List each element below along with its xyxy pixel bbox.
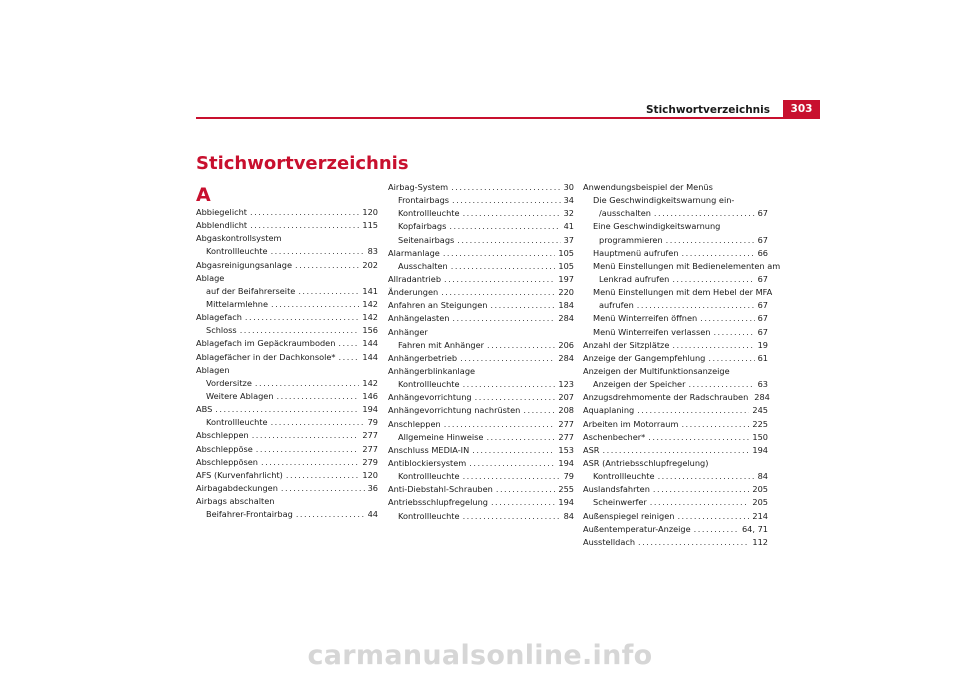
index-entry-term: Allgemeine Hinweise bbox=[398, 431, 484, 442]
index-entry-term: Airbag-System bbox=[388, 182, 449, 192]
dot-leader bbox=[523, 404, 555, 417]
index-entry bbox=[583, 194, 768, 207]
index-entry-page: 144 bbox=[362, 351, 378, 362]
index-entry bbox=[583, 496, 768, 509]
index-entry-term: Anwendungsbeispiel der Menüs bbox=[583, 182, 713, 192]
index-entry-page: 279 bbox=[362, 456, 378, 467]
dot-leader bbox=[653, 483, 749, 496]
index-entry bbox=[583, 391, 768, 404]
index-entry-page: 207 bbox=[558, 392, 574, 403]
dot-leader bbox=[240, 324, 360, 337]
index-entry bbox=[583, 247, 768, 260]
dot-leader bbox=[452, 312, 555, 325]
index-entry-term: Allradantrieb bbox=[388, 273, 442, 284]
index-entry-term: Kontrollleuchte bbox=[398, 471, 460, 482]
index-entry-term: auf der Beifahrerseite bbox=[206, 285, 296, 296]
dot-leader bbox=[682, 247, 755, 260]
page-title: Stichwortverzeichnis bbox=[196, 153, 409, 174]
index-entry bbox=[583, 220, 768, 233]
index-entry bbox=[196, 285, 378, 298]
index-entry-term: Frontairbags bbox=[398, 195, 450, 206]
index-entry bbox=[196, 416, 378, 429]
dot-leader bbox=[486, 431, 555, 444]
index-entry-page: 44 bbox=[367, 509, 378, 520]
dot-leader bbox=[713, 326, 754, 339]
index-entry bbox=[583, 234, 768, 247]
index-entry-term: Kontrollleuchte bbox=[398, 208, 460, 219]
dot-leader bbox=[261, 456, 359, 469]
index-entry-page: 64, 71 bbox=[741, 523, 768, 534]
index-entry-page: 67 bbox=[757, 300, 768, 311]
index-entry bbox=[388, 378, 574, 391]
index-entry-term: Menü Einstellungen mit Bedienelementen am bbox=[593, 260, 781, 271]
index-entry-term: Mittelarmlehne bbox=[206, 298, 269, 309]
dot-leader bbox=[491, 496, 555, 509]
dot-leader bbox=[496, 483, 556, 496]
index-entry bbox=[388, 299, 574, 312]
index-entry-term: Kopfairbags bbox=[398, 221, 447, 232]
index-entry-page: 105 bbox=[558, 247, 574, 258]
dot-leader bbox=[472, 444, 555, 457]
index-entry bbox=[196, 482, 378, 495]
dot-leader bbox=[215, 403, 359, 416]
dot-leader bbox=[271, 298, 359, 311]
index-entry-term: Kontrollleuchte bbox=[398, 379, 460, 390]
index-entry-page: 67 bbox=[757, 326, 768, 337]
index-entry bbox=[583, 470, 768, 483]
index-entry-term: Ablagen bbox=[196, 364, 230, 375]
dot-leader bbox=[672, 339, 754, 352]
index-entry-page: 84 bbox=[563, 510, 574, 521]
dot-leader bbox=[487, 339, 555, 352]
index-column-2 bbox=[388, 181, 574, 523]
index-entry bbox=[388, 444, 574, 457]
index-entry-term: Abschleppösen bbox=[196, 456, 258, 467]
watermark: carmanualsonline.info bbox=[307, 640, 653, 671]
index-entry-page: 32 bbox=[563, 208, 574, 219]
dot-leader bbox=[443, 247, 556, 260]
dot-leader bbox=[603, 444, 750, 457]
index-entry bbox=[388, 404, 574, 417]
index-entry-page: 61 bbox=[757, 352, 768, 363]
index-entry-page: 214 bbox=[752, 510, 768, 521]
index-entry-term: Lenkrad aufrufen bbox=[599, 273, 670, 284]
index-entry-term: Anhänger bbox=[388, 326, 428, 337]
index-entry-page: 63 bbox=[757, 379, 768, 390]
index-entry-term: Ablagefächer in der Dachkonsole* bbox=[196, 351, 336, 362]
dot-leader bbox=[460, 352, 555, 365]
dot-leader bbox=[463, 470, 561, 483]
index-entry bbox=[388, 207, 574, 220]
dot-leader bbox=[648, 431, 749, 444]
index-entry bbox=[388, 286, 574, 299]
index-entry-page: 120 bbox=[362, 207, 378, 217]
index-entry bbox=[583, 339, 768, 352]
index-entry-term: Anzeigen der Speicher bbox=[593, 379, 686, 390]
index-entry-page: 205 bbox=[752, 484, 768, 495]
index-entry-term: Antriebsschlupfregelung bbox=[388, 497, 488, 508]
index-entry-page: 208 bbox=[558, 405, 574, 416]
dot-leader bbox=[444, 418, 556, 431]
index-entry bbox=[388, 352, 574, 365]
index-entry-term: Aquaplaning bbox=[583, 405, 635, 416]
dot-leader bbox=[250, 219, 359, 232]
index-entry bbox=[196, 206, 378, 219]
dot-leader bbox=[451, 260, 556, 273]
index-entry bbox=[583, 260, 781, 273]
index-entry-page: 277 bbox=[558, 418, 574, 429]
index-entry bbox=[388, 418, 574, 431]
dot-leader bbox=[490, 299, 555, 312]
index-entry-page: 142 bbox=[362, 377, 378, 388]
index-entry-term: Menü Winterreifen verlassen bbox=[593, 326, 711, 337]
dot-leader bbox=[295, 259, 359, 272]
dot-leader bbox=[449, 220, 560, 233]
index-entry bbox=[583, 536, 768, 549]
index-entry-page: 112 bbox=[752, 536, 768, 547]
index-entry bbox=[388, 496, 574, 509]
index-entry-page: 144 bbox=[362, 338, 378, 349]
index-entry-page: 36 bbox=[367, 482, 378, 493]
index-entry-term: Fahren mit Anhänger bbox=[398, 339, 485, 350]
index-entry bbox=[388, 194, 574, 207]
index-entry bbox=[583, 326, 768, 339]
index-entry-term: Kontrollleuchte bbox=[206, 417, 268, 428]
index-entry-term: Abgasreinigungsanlage bbox=[196, 259, 293, 270]
index-entry-page: 194 bbox=[362, 404, 378, 415]
index-entry-term: Anhängerblinkanlage bbox=[388, 365, 476, 376]
header-rule bbox=[196, 117, 820, 119]
index-entry-page: 142 bbox=[362, 312, 378, 323]
index-entry bbox=[388, 326, 574, 339]
dot-leader bbox=[637, 299, 755, 312]
dot-leader bbox=[271, 245, 365, 258]
dot-leader bbox=[245, 311, 359, 324]
index-entry-term: ABS bbox=[196, 404, 213, 415]
index-entry-term: Abschleppöse bbox=[196, 443, 253, 454]
index-entry bbox=[388, 273, 574, 286]
index-entry-term: Arbeiten im Motorraum bbox=[583, 418, 679, 429]
index-entry-page: 41 bbox=[563, 221, 574, 232]
index-entry bbox=[196, 364, 378, 377]
index-entry bbox=[583, 483, 768, 496]
index-entry-page: 120 bbox=[362, 469, 378, 480]
index-entry bbox=[583, 404, 768, 417]
index-entry-term: Anzeige der Gangempfehlung bbox=[583, 352, 706, 363]
index-entry-page: 123 bbox=[558, 379, 574, 390]
index-entry-page: 277 bbox=[558, 431, 574, 442]
dot-leader bbox=[277, 390, 360, 403]
index-column-3 bbox=[583, 181, 781, 549]
index-entry-term: Anhängerbetrieb bbox=[388, 352, 458, 363]
index-entry bbox=[388, 483, 574, 496]
index-entry-term: ASR (Antriebsschlupfregelung) bbox=[583, 457, 709, 468]
index-entry-term: Abbiegelicht bbox=[196, 207, 247, 217]
index-entry-term: Eine Geschwindigkeitswarnung bbox=[593, 221, 721, 232]
index-entry bbox=[196, 232, 378, 245]
index-column-1 bbox=[196, 206, 378, 521]
index-entry-page: 153 bbox=[558, 444, 574, 455]
index-entry-page: 225 bbox=[752, 418, 768, 429]
index-entry bbox=[583, 523, 768, 536]
index-entry-page: 150 bbox=[752, 431, 768, 442]
index-entry bbox=[196, 311, 378, 324]
index-entry bbox=[196, 429, 378, 442]
index-entry-page: 194 bbox=[558, 497, 574, 508]
index-entry bbox=[583, 312, 768, 325]
index-entry-page: 156 bbox=[362, 325, 378, 336]
section-letter: A bbox=[196, 184, 211, 206]
index-entry-term: ASR bbox=[583, 444, 600, 455]
index-entry-term: Ablagefach bbox=[196, 312, 242, 323]
index-entry-page: 220 bbox=[558, 287, 574, 298]
index-entry-page: 284 bbox=[558, 352, 574, 363]
dot-leader bbox=[296, 508, 365, 521]
dot-leader bbox=[338, 337, 359, 350]
index-entry bbox=[583, 510, 768, 523]
index-entry-term: Antiblockiersystem bbox=[388, 457, 467, 468]
index-entry-term: Außentemperatur-Anzeige bbox=[583, 523, 691, 534]
index-entry bbox=[583, 181, 768, 194]
index-entry-page: 67 bbox=[757, 234, 768, 245]
dot-leader bbox=[256, 443, 360, 456]
dot-leader bbox=[444, 273, 555, 286]
dot-leader bbox=[650, 496, 750, 509]
index-entry-page: 146 bbox=[362, 390, 378, 401]
dot-leader bbox=[637, 404, 749, 417]
dot-leader bbox=[638, 536, 749, 549]
index-entry-term: Anhängevorrichtung bbox=[388, 392, 472, 403]
index-entry-term: Ausstelldach bbox=[583, 536, 636, 547]
index-entry bbox=[388, 510, 574, 523]
index-entry-page: 105 bbox=[558, 260, 574, 271]
index-entry-term: Scheinwerfer bbox=[593, 497, 647, 508]
index-entry bbox=[196, 403, 378, 416]
index-entry-term: Kontrollleuchte bbox=[593, 471, 655, 482]
index-entry-page: 84 bbox=[757, 471, 768, 482]
index-entry-page: 30 bbox=[563, 182, 574, 192]
index-entry-page: 255 bbox=[558, 484, 574, 495]
dot-leader bbox=[681, 418, 749, 431]
index-entry bbox=[196, 456, 378, 469]
index-entry-page: 284 bbox=[754, 392, 770, 403]
index-entry-page: 115 bbox=[362, 220, 378, 231]
dot-leader bbox=[250, 206, 359, 219]
index-entry-term: Ausschalten bbox=[398, 260, 448, 271]
index-entry bbox=[388, 391, 574, 404]
index-entry-term: Abblendlicht bbox=[196, 220, 248, 231]
index-entry bbox=[388, 339, 574, 352]
index-entry-page: 206 bbox=[558, 339, 574, 350]
index-entry-term: Die Geschwindigkeitswarnung ein- bbox=[593, 195, 735, 206]
dot-leader bbox=[700, 312, 754, 325]
running-header-title: Stichwortverzeichnis bbox=[646, 104, 770, 116]
dot-leader bbox=[451, 181, 560, 194]
index-entry-term: aufrufen bbox=[599, 300, 634, 311]
index-entry-term: Auslandsfahrten bbox=[583, 484, 650, 495]
index-entry-page: 245 bbox=[752, 405, 768, 416]
index-entry-term: Airbagabdeckungen bbox=[196, 482, 278, 493]
index-entry bbox=[196, 337, 378, 350]
index-entry-page: 83 bbox=[367, 246, 378, 257]
index-entry-term: Anhängelasten bbox=[388, 313, 450, 324]
index-entry bbox=[196, 390, 378, 403]
index-entry-page: 34 bbox=[563, 195, 574, 206]
index-entry-term: Aschenbecher* bbox=[583, 431, 646, 442]
dot-leader bbox=[463, 207, 561, 220]
dot-leader bbox=[469, 457, 555, 470]
index-entry bbox=[196, 219, 378, 232]
index-entry-page: 184 bbox=[558, 300, 574, 311]
dot-leader bbox=[298, 285, 359, 298]
index-entry-term: Anti-Diebstahl-Schrauben bbox=[388, 484, 493, 495]
dot-leader bbox=[463, 510, 561, 523]
index-entry-term: Anhängevorrichtung nachrüsten bbox=[388, 405, 521, 416]
index-entry-term: Anzugsdrehmomente der Radschrauben bbox=[583, 392, 749, 403]
index-entry bbox=[388, 431, 574, 444]
index-entry-term: programmieren bbox=[599, 234, 663, 245]
index-entry-page: 66 bbox=[757, 247, 768, 258]
index-entry bbox=[583, 418, 768, 431]
index-entry-term: Anfahren an Steigungen bbox=[388, 300, 488, 311]
index-entry-page: 79 bbox=[563, 471, 574, 482]
index-entry-term: Weitere Ablagen bbox=[206, 390, 274, 401]
dot-leader bbox=[463, 378, 556, 391]
dot-leader bbox=[339, 351, 360, 364]
index-entry bbox=[196, 298, 378, 311]
index-entry-term: Abgaskontrollsystem bbox=[196, 233, 282, 244]
index-entry bbox=[388, 234, 574, 247]
index-entry bbox=[196, 508, 378, 521]
index-entry bbox=[583, 207, 768, 220]
index-entry-term: Airbags abschalten bbox=[196, 496, 275, 507]
dot-leader bbox=[252, 429, 360, 442]
dot-leader bbox=[286, 469, 360, 482]
index-entry bbox=[388, 365, 574, 378]
index-entry-term: Ablage bbox=[196, 272, 225, 283]
index-entry bbox=[583, 273, 768, 286]
index-entry bbox=[388, 470, 574, 483]
index-entry-term: Menü Winterreifen öffnen bbox=[593, 313, 698, 324]
dot-leader bbox=[281, 482, 365, 495]
index-entry-term: /ausschalten bbox=[599, 208, 651, 219]
index-entry-term: Abschleppen bbox=[196, 430, 249, 441]
index-entry bbox=[196, 245, 378, 258]
index-entry-page: 284 bbox=[558, 313, 574, 324]
index-entry bbox=[583, 444, 768, 457]
index-entry bbox=[196, 259, 378, 272]
index-entry bbox=[388, 181, 574, 194]
index-entry bbox=[388, 312, 574, 325]
index-entry-term: Anschluss MEDIA-IN bbox=[388, 444, 470, 455]
index-entry bbox=[196, 495, 378, 508]
index-entry bbox=[583, 286, 773, 299]
index-entry-page: 19 bbox=[757, 339, 768, 350]
index-entry bbox=[196, 351, 378, 364]
index-entry-page: 67 bbox=[757, 313, 768, 324]
index-entry bbox=[583, 431, 768, 444]
index-entry-term: Kontrollleuchte bbox=[398, 510, 460, 521]
index-entry-term: Kontrollleuchte bbox=[206, 246, 268, 257]
dot-leader bbox=[457, 234, 560, 247]
index-entry bbox=[388, 457, 574, 470]
dot-leader bbox=[255, 377, 359, 390]
index-entry bbox=[196, 324, 378, 337]
index-entry-term: Seitenairbags bbox=[398, 234, 455, 245]
index-entry-term: Anzeigen der Multifunktionsanzeige bbox=[583, 365, 730, 376]
dot-leader bbox=[475, 391, 556, 404]
index-entry-page: 277 bbox=[362, 443, 378, 454]
index-entry-term: Schloss bbox=[206, 325, 237, 336]
index-entry-term: Hauptmenü aufrufen bbox=[593, 247, 679, 258]
index-entry bbox=[196, 443, 378, 456]
index-entry-page: 194 bbox=[752, 444, 768, 455]
page-number-badge: 303 bbox=[783, 100, 820, 119]
dot-leader bbox=[708, 352, 754, 365]
index-entry bbox=[196, 272, 378, 285]
index-entry-term: Menü Einstellungen mit dem Hebel der MFA bbox=[593, 287, 773, 298]
index-entry bbox=[388, 220, 574, 233]
index-entry-page: 67 bbox=[757, 273, 768, 284]
index-entry-page: 277 bbox=[362, 430, 378, 441]
index-entry-term: Außenspiegel reinigen bbox=[583, 510, 675, 521]
index-entry-page: 67 bbox=[757, 208, 768, 219]
index-entry-page: 197 bbox=[558, 273, 574, 284]
index-entry bbox=[583, 299, 768, 312]
index-entry-term: Änderungen bbox=[388, 287, 439, 298]
dot-leader bbox=[658, 470, 755, 483]
dot-leader bbox=[677, 510, 749, 523]
dot-leader bbox=[271, 416, 365, 429]
dot-leader bbox=[452, 194, 561, 207]
index-entry-term: Anschleppen bbox=[388, 418, 441, 429]
index-entry-page: 79 bbox=[367, 417, 378, 428]
index-entry-page: 142 bbox=[362, 298, 378, 309]
index-entry-term: Beifahrer-Frontairbag bbox=[206, 509, 293, 520]
index-entry-term: Vordersitze bbox=[206, 377, 252, 388]
dot-leader bbox=[688, 378, 754, 391]
index-entry bbox=[583, 365, 768, 378]
index-entry-page: 37 bbox=[563, 234, 574, 245]
index-entry-term: AFS (Kurvenfahrlicht) bbox=[196, 469, 283, 480]
index-entry-term: Alarmanlage bbox=[388, 247, 440, 258]
index-entry-page: 205 bbox=[752, 497, 768, 508]
index-entry-term: Ablagefach im Gepäckraumboden bbox=[196, 338, 336, 349]
index-entry bbox=[388, 260, 574, 273]
index-entry bbox=[583, 457, 768, 470]
index-entry-page: 141 bbox=[362, 285, 378, 296]
index-entry-term: Anzahl der Sitzplätze bbox=[583, 339, 670, 350]
dot-leader bbox=[694, 523, 739, 536]
index-entry bbox=[196, 377, 378, 390]
index-entry bbox=[196, 469, 378, 482]
dot-leader bbox=[672, 273, 754, 286]
dot-leader bbox=[666, 234, 755, 247]
index-entry bbox=[583, 352, 768, 365]
index-entry-page: 202 bbox=[362, 259, 378, 270]
index-entry bbox=[388, 247, 574, 260]
index-entry-page: 194 bbox=[558, 457, 574, 468]
dot-leader bbox=[654, 207, 755, 220]
dot-leader bbox=[441, 286, 555, 299]
index-entry bbox=[583, 378, 768, 391]
